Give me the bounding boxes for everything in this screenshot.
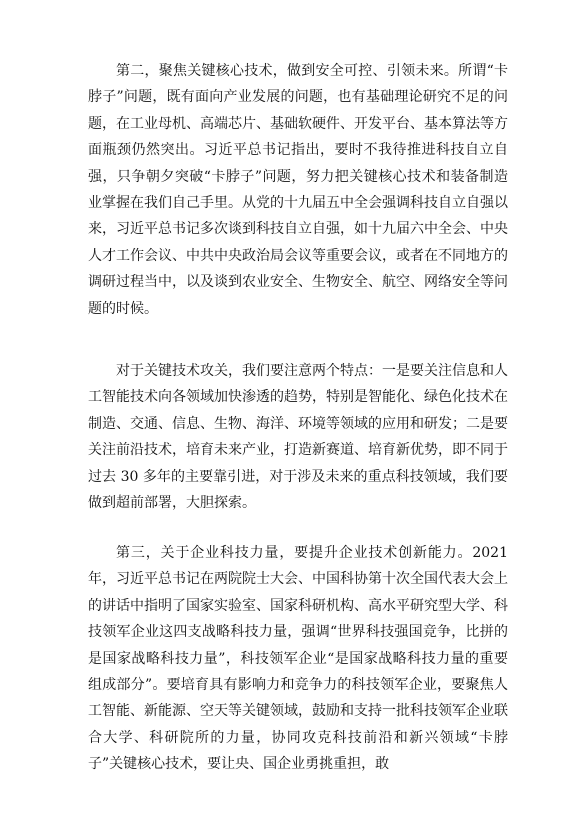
- paragraph-key-core-technology: 第二，聚焦关键核心技术，做到安全可控、引领未来。所谓“卡脖子”问题，既有面向产业发展的问题，也有基础理论研究不足的问题，在工业母机、高端芯片、基础软硬件、开发平台、基本算法等方面瓶颈仍然突出。习近平总书记指出，要时不我待推进科技自立自强，只争朝夕突破“卡脖子”问题，努力把关键核心技术和装备制造业掌握在我们自己手里。从党的十九届五中全会强调科技自立自强以来，习近平总书记多次谈到科技自立自强，如十九届六中全会、中央人才工作会议、中共中央政治局会议等重要会议，或者在不同地方的调研过程当中，以及谈到农业安全、生物安全、航空、网络安全等问题的时候。: [88, 63, 508, 317]
- paragraph-technology-breakthrough: 对于关键技术攻关，我们要注意两个特点：一是要关注信息和人工智能技术向各领域加快渗透的趋势，特别是智能化、绿色化技术在制造、交通、信息、生物、海洋、环境等领域的应用和研发；二是要关注前沿技术，培育未来产业，打造新赛道、培育新优势，即不同于过去 30 多年的主要靠引进，对于涉及未来的重点科技领域，我们要做到超前部署，大胆探索。: [88, 363, 508, 512]
- paragraph-enterprise-innovation: 第三，关于企业科技力量，要提升企业技术创新能力。2021 年，习近平总书记在两院院士大会、中国科协第十次全国代表大会上的讲话中指明了国家实验室、国家科研机构、高水平研究型大学、科技领军企业这四支战略科技力量，强调“世界科技强国竞争，比拼的是国家战略科技力量”，科技领军企业“是国家战略科技力量的重要组成部分”。要培育具有影响力和竞争力的科技领军企业，要聚焦人工智能、新能源、空天等关键领域，鼓励和支持一批科技领军企业联合大学、科研院所的力量，协同攻克科技前沿和新兴领域“卡脖子”关键核心技术，要让央、国企业勇挑重担，敢: [88, 545, 508, 773]
